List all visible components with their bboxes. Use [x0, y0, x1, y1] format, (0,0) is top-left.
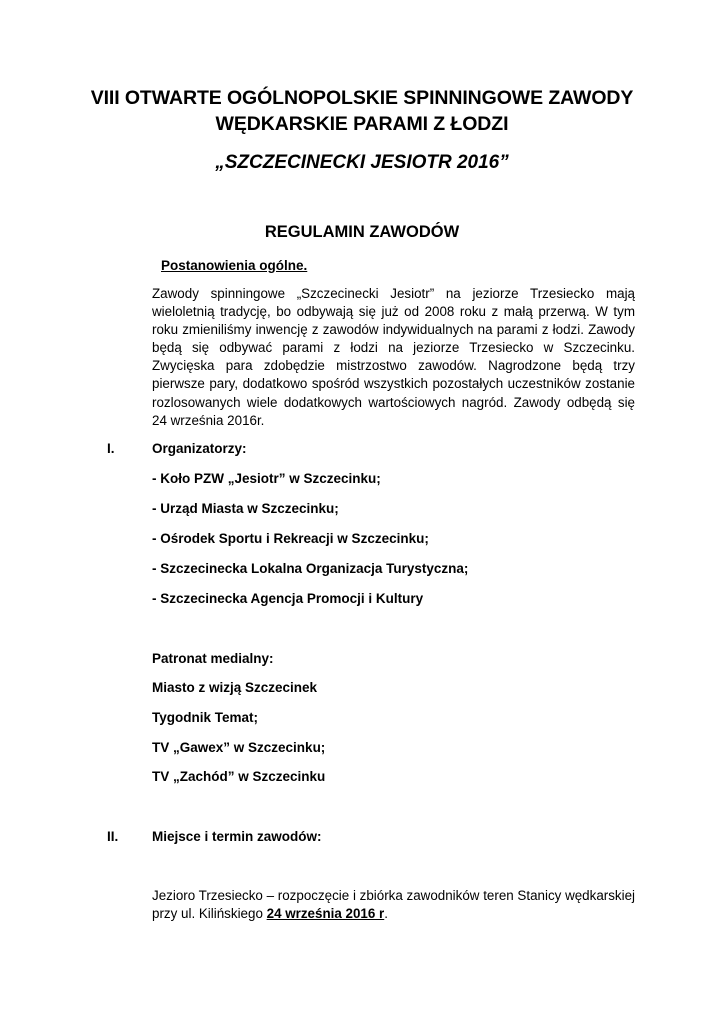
organizer-item: - Szczecinecka Agencja Promocji i Kultury: [152, 591, 424, 606]
venue-period: .: [384, 906, 388, 921]
title-line-1: VIII OTWARTE OGÓLNOPOLSKIE SPINNINGOWE ZAWODY: [90, 87, 634, 109]
event-date: 24 września 2016 r: [266, 906, 385, 921]
media-item: TV „Gawex” w Szczecinku;: [152, 740, 326, 755]
general-provisions-text: Zawody spinningowe „Szczecinecki Jesiotr” na jeziorze Trzesiecko mają wieloletnią tradycję, bo odbywają się już od 2008 roku z małą przerwą. W tym roku zmieniliśmy inwencję z zawodów indywidualnych na parami z łodzi. Zawody będą się odbywać parami z łodzi na jeziorze Trzesiecko w Szczecinku. Zwycięska para zdobędzie mistrzostwo zawodów. Nagrodzone będą trzy pierwsze pary, dodatkowo spośród wszystkich pozostałych uczestników zostanie rozlosowanych wiele dodatkowych wartościowych nagród. Zawody odbędą się 24 września 2016r.: [152, 286, 635, 428]
organizer-item: - Koło PZW „Jesiotr” w Szczecinku;: [152, 471, 381, 486]
section-2-number: II.: [107, 829, 119, 844]
media-item: Tygodnik Temat;: [152, 710, 259, 725]
venue-title: Miejsce i termin zawodów:: [152, 829, 322, 844]
media-item: Miasto z wizją Szczecinek: [152, 680, 318, 695]
venue-address: przy ul. Kilińskiego: [152, 906, 267, 921]
venue-text-line-1: Jezioro Trzesiecko – rozpoczęcie i zbiórka zawodników teren Stanicy wędkarskiej: [152, 888, 636, 903]
organizer-item: - Ośrodek Sportu i Rekreacji w Szczecinku;: [152, 531, 429, 546]
media-patronage-title: Patronat medialny:: [152, 651, 274, 666]
venue-text-line-2: [152, 905, 635, 923]
organizer-item: - Urząd Miasta w Szczecinku;: [152, 501, 339, 516]
general-provisions-label: Postanowienia ogólne.: [161, 258, 308, 273]
section-1-number: I.: [107, 441, 115, 456]
organizer-item: - Szczecinecka Lokalna Organizacja Turystyczna;: [152, 561, 469, 576]
regulations-heading: REGULAMIN ZAWODÓW: [264, 223, 460, 241]
title-line-2: WĘDKARSKIE PARAMI Z ŁODZI: [215, 113, 509, 135]
event-subtitle: „SZCZECINECKI JESIOTR 2016”: [215, 152, 509, 173]
organizers-title: Organizatorzy:: [152, 441, 247, 456]
media-item: TV „Zachód” w Szczecinku: [152, 769, 326, 784]
